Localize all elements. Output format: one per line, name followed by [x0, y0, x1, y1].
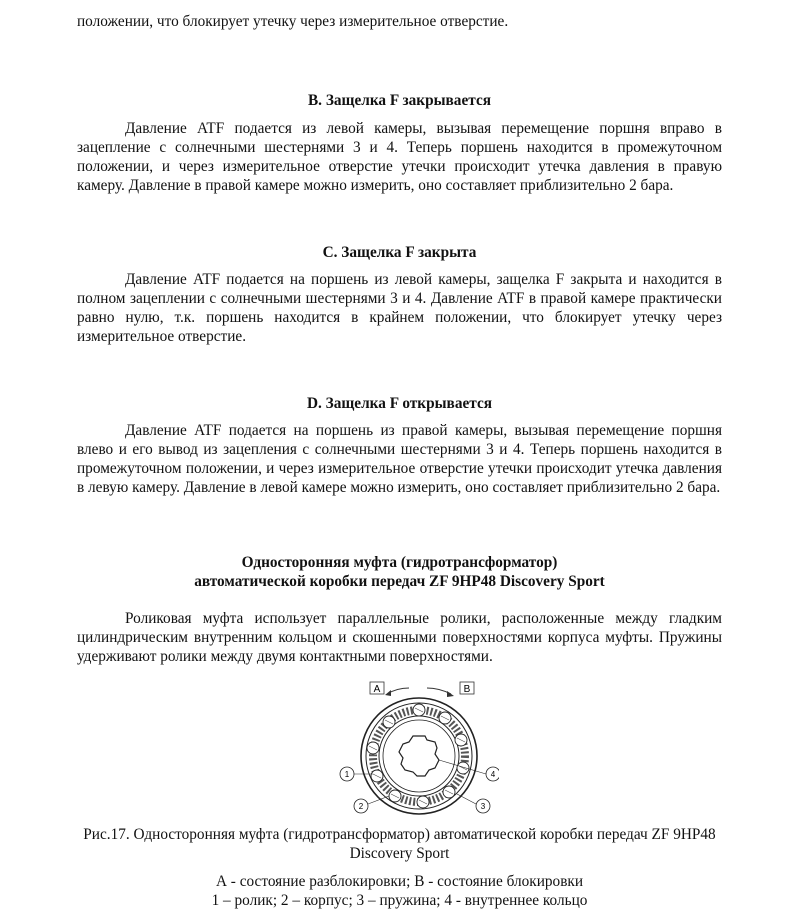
figure-caption: Рис.17. Односторонняя муфта (гидротрансформатор) автоматической коробки передач ZF 9HP48 Discovery Sport	[83, 826, 716, 862]
section-b-title: B. Защелка F закрывается	[307, 92, 492, 109]
clutch-title-line-1: Односторонняя муфта (гидротрансформатор)	[241, 554, 558, 571]
section-c-title: C. Защелка F закрыта	[322, 244, 477, 261]
section-d-paragraph: Давление ATF подается на поршень из правой камеры, вызывая перемещение поршня влево и его вывод из зацепления с солнечными шестернями 3 и 4. Теперь поршень находится в промежуточном положении, и через измерительное отверстие утечки происходит утечка давления в левую камеру. Давление в левой камере можно измерить, оно составляет приблизительно 2 бара.	[77, 422, 722, 496]
continued-text: положении, что блокирует утечку через измерительное отверстие.	[77, 13, 509, 30]
one-way-clutch-diagram	[339, 678, 499, 818]
clutch-title-line-2: автоматической коробки передач ZF 9HP48 Discovery Sport	[194, 573, 605, 590]
svg-text:4: 4	[490, 770, 496, 779]
state-a-label: A	[373, 684, 381, 695]
clutch-paragraph: Роликовая муфта использует параллельные ролики, расположенные между гладким цилиндрическим внутренним кольцом и скошенными поверхностями корпуса муфты. Пружины удерживают ролики между двумя контактными поверхностями.	[77, 610, 722, 665]
svg-text:3: 3	[480, 802, 486, 811]
figure-legend-states: А - состояние разблокировки; В - состояние блокировки	[215, 873, 584, 890]
svg-text:1: 1	[344, 770, 350, 779]
document-page	[77, 12, 722, 909]
section-d-title: D. Защелка F открывается	[306, 395, 493, 412]
svg-text:2: 2	[358, 802, 364, 811]
section-c-paragraph: Давление ATF подается на поршень из левой камеры, защелка F закрыта и находится в полном зацеплении с солнечными шестернями 3 и 4. Давление ATF в правой камере практически равно нулю, т.к. поршень находится в крайнем положении, что блокирует утечку через измерительное отверстие.	[77, 271, 722, 345]
one-way-clutch-figure	[339, 678, 499, 818]
state-b-label: B	[463, 684, 471, 695]
clutch-section-title	[77, 553, 722, 591]
section-b-paragraph: Давление ATF подается из левой камеры, вызывая перемещение поршня вправо в зацепление с солнечными шестернями 3 и 4. Теперь поршень находится в промежуточном положении, и через измерительное отверстие утечки происходит утечка давления в правую камеру. Давление в правой камере можно измерить, оно составляет приблизительно 2 бара.	[77, 120, 722, 194]
figure-legend-parts: 1 – ролик; 2 – корпус; 3 – пружина; 4 - внутреннее кольцо	[211, 892, 588, 909]
